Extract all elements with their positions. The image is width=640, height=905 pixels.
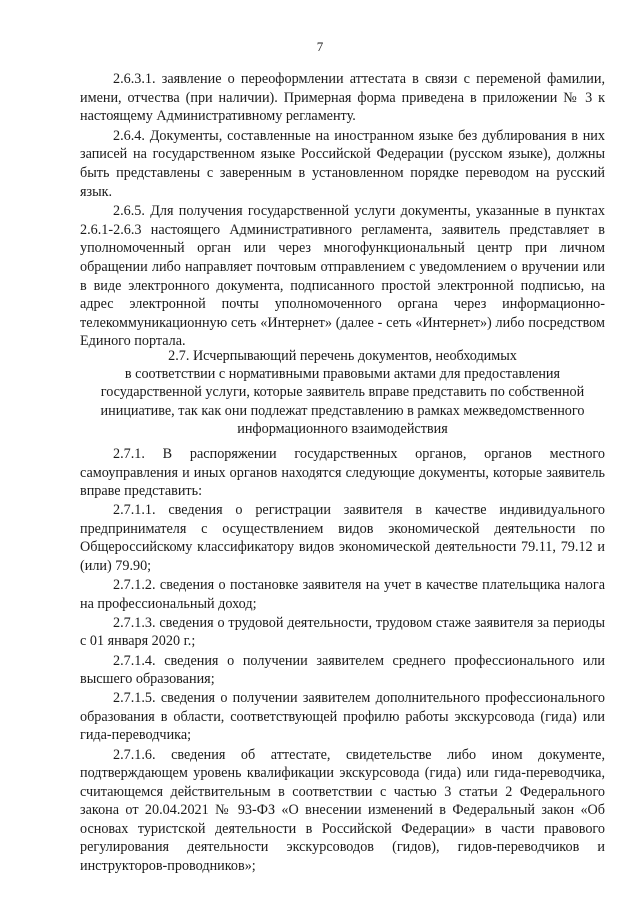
paragraph-2-6-4: 2.6.4. Документы, составленные на иностранном языке без дублирования в них записей на государственном языке Российской Федерации (русском языке), должны быть представлены с заверенным в установленном порядке переводом на русский язык.	[80, 127, 605, 200]
paragraph-2-7-1-3: 2.7.1.3. сведения о трудовой деятельности, трудовом стаже заявителя за периоды с 01 января 2020 г.;	[80, 614, 605, 650]
paragraph-2-7-1-6: 2.7.1.6. сведения об аттестате, свидетельстве либо ином документе, подтверждающем уровень квалификации экскурсовода (гида) или гида-переводчика, считающемся действительным в соответствии с частью 3 статьи 2 Федерального закона от 20.04.2021 № 93-ФЗ «О внесении изменений в Федеральный закон «Об основах туристской деятельности в Российской Федерации» в части правового регулирования деятельности экскурсоводов (гидов), гидов-переводчиков и инструкторов-проводников»;	[80, 746, 605, 875]
paragraphs-bottom	[80, 445, 605, 876]
heading-line: в соответствии с нормативными правовыми актами для предоставления	[124, 366, 561, 383]
paragraph-2-7-1-4: 2.7.1.4. сведения о получении заявителем среднего профессионального или высшего образования;	[80, 652, 605, 688]
heading-line: государственной услуги, которые заявитель вправе представить по собственной	[100, 384, 585, 401]
paragraph-2-7-1-1: 2.7.1.1. сведения о регистрации заявителя в качестве индивидуального предпринимателя с осуществлением видов экономической деятельности по Общероссийскому классификатору видов экономической деятельности 79.11, 79.12 и (или) 79.90;	[80, 502, 605, 575]
heading-line: 2.7. Исчерпывающий перечень документов, необходимых	[168, 348, 517, 364]
paragraph-2-6-5: 2.6.5. Для получения государственной услуги документы, указанные в пунктах 2.6.1-2.6.3 настоящего Административного регламента, заявитель представляет в уполномоченный орган или через многофункциональный центр при личном обращении либо направляет почтовым отправлением с уведомлением о вручении или в виде электронного документа, подписанного простой электронной подписью, на адрес электронной почты уполномоченного органа через информационно-телекоммуникационную сеть «Интернет» (далее - сеть «Интернет») либо посредством Единого портала.	[80, 203, 605, 350]
heading-line: инициативе, так как они подлежат представлению в рамках межведомственного	[100, 402, 585, 419]
heading-line: информационного взаимодействия	[237, 420, 448, 437]
paragraph-2-7-1-5: 2.7.1.5. сведения о получении заявителем дополнительного профессионального образования в области, соответствующей профилю работы экскурсовода (гида) или гида-переводчика;	[80, 690, 605, 744]
paragraph-2-6-3-1: 2.6.3.1. заявление о переоформлении аттестата в связи с переменой фамилии, имени, отчества (при наличии). Примерная форма приведена в приложении № 3 к настоящему Административному регламенту.	[80, 71, 605, 125]
paragraph-2-7-1-2: 2.7.1.2. сведения о постановке заявителя на учет в качестве плательщика налога на профессиональный доход;	[80, 577, 605, 612]
page-number: 7	[316, 39, 324, 54]
paragraphs-top	[80, 70, 605, 351]
paragraph-2-7-1: 2.7.1. В распоряжении государственных органов, органов местного самоуправления и иных органов находятся следующие документы, которые заявитель вправе представить:	[80, 446, 605, 500]
section-heading-2-7	[80, 347, 605, 438]
